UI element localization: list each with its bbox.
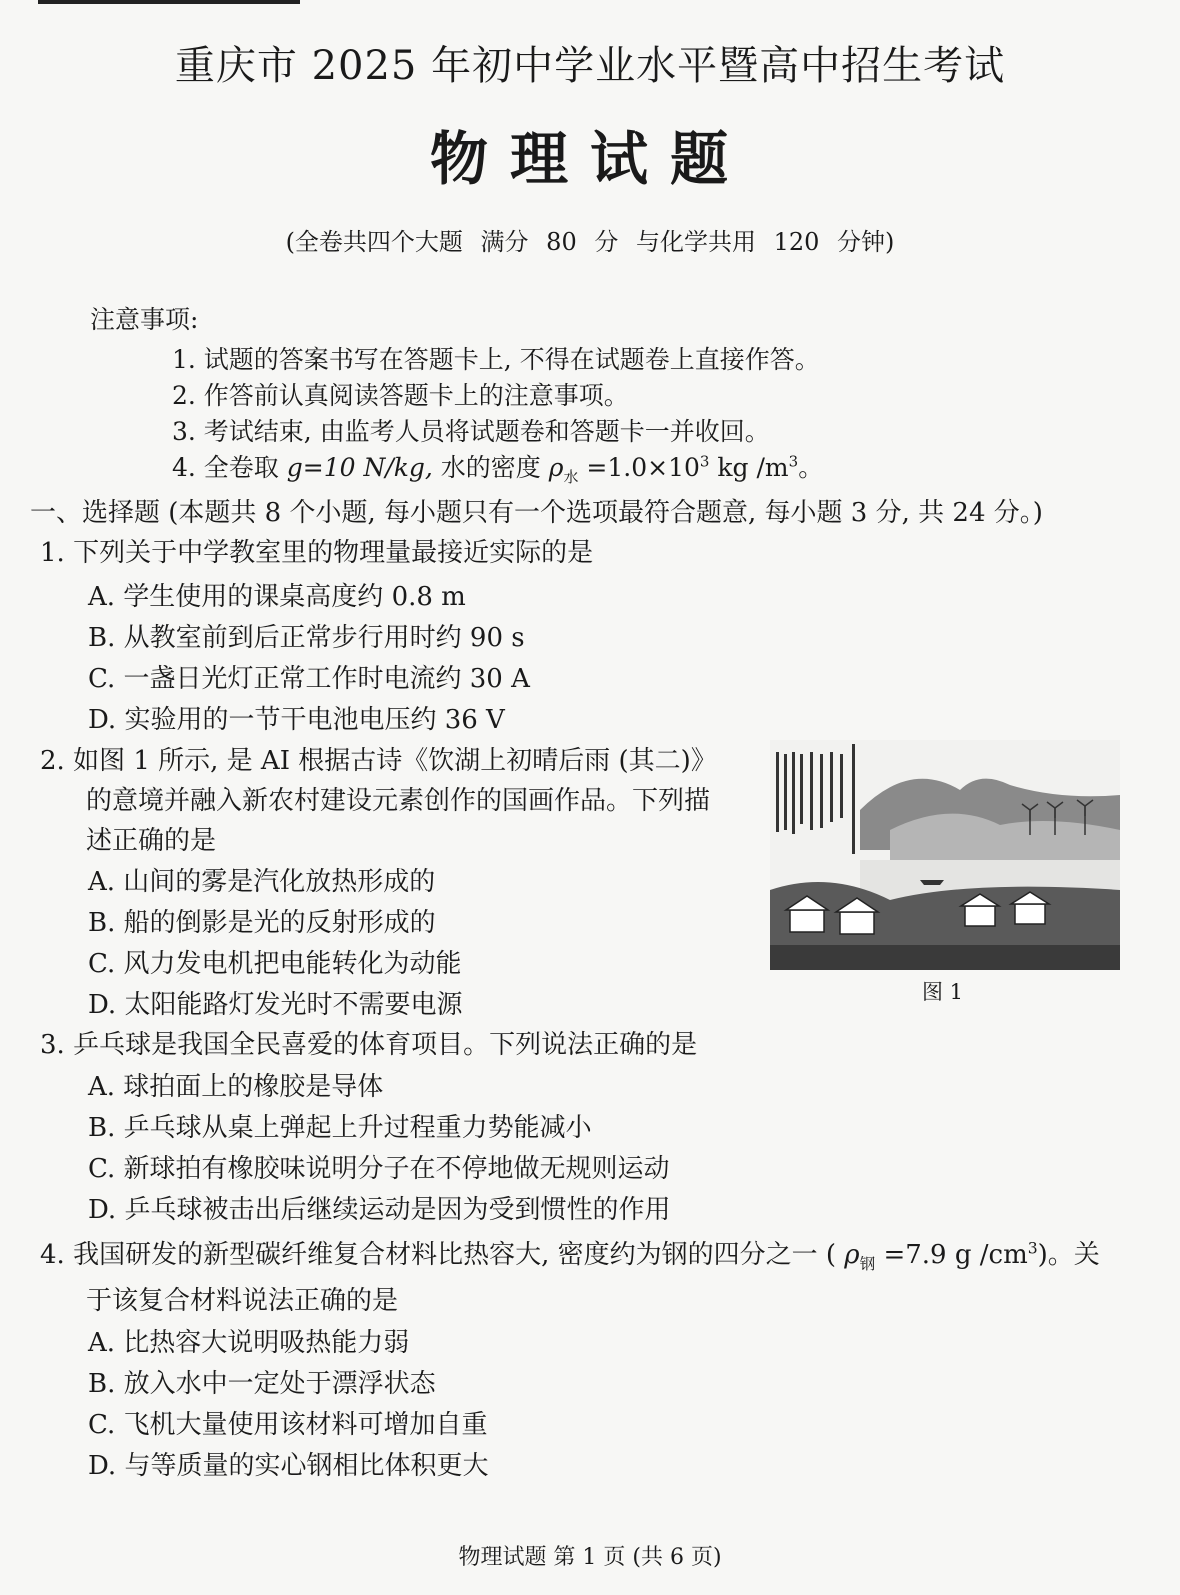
top-rule: [38, 0, 300, 4]
q2-option-b: B. 船的倒影是光的反射形成的: [88, 908, 436, 938]
question-4-stem-line2: 于该复合材料说法正确的是: [86, 1286, 399, 1316]
q3-option-d: D. 乒乓球被击出后继续运动是因为受到惯性的作用: [88, 1195, 671, 1225]
notes-title: 注意事项:: [90, 305, 199, 334]
note-item-4: 4. 全卷取 g=10 N/kg, 水的密度 $\rho_水 =1.0\times 10^3$ kg $/m^3$。: [172, 452, 824, 486]
question-1-stem: 1. 下列关于中学教室里的物理量最接近实际的是: [40, 538, 594, 568]
q2-option-d: D. 太阳能路灯发光时不需要电源: [88, 990, 463, 1020]
section-heading: 一、选择题 (本题共 8 个小题, 每小题只有一个选项最符合题意, 每小题 3 分, 共 24 分。): [30, 498, 1043, 528]
q1-option-b: B. 从教室前到后正常步行用时约 90 s: [88, 623, 525, 653]
page-footer: 物理试题 第 1 页 (共 6 页): [458, 1545, 722, 1570]
exam-meta: (全卷共四个大题 满分 80 分 与化学共用 120 分钟): [285, 228, 895, 256]
figure-caption: 图 1: [922, 980, 964, 1004]
q1-option-a: A. 学生使用的课桌高度约 0.8 m: [88, 582, 466, 612]
q1-option-c: C. 一盏日光灯正常工作时电流约 30 A: [88, 664, 530, 694]
q4-option-d: D. 与等质量的实心钢相比体积更大: [88, 1451, 489, 1481]
subject-title: 物理试题: [429, 125, 750, 193]
q2-option-c: C. 风力发电机把电能转化为动能: [88, 949, 462, 979]
landscape-painting-figure: [770, 740, 1120, 970]
question-2-stem: 2. 如图 1 所示, 是 AI 根据古诗《饮湖上初晴后雨 (其二)》: [40, 746, 717, 776]
q4-option-a: A. 比热容大说明吸热能力弱: [88, 1328, 410, 1358]
question-4-stem: 4. 我国研发的新型碳纤维复合材料比热容大, 密度约为钢的四分之一 ( $\rho_钢 =7.9$ g $/cm^3$)。关: [40, 1239, 1100, 1274]
question-3-stem: 3. 乒乓球是我国全民喜爱的体育项目。下列说法正确的是: [40, 1030, 698, 1060]
exam-title: 重庆市 2025 年初中学业水平暨高中招生考试: [174, 43, 1006, 89]
q1-option-d: D. 实验用的一节干电池电压约 36 V: [88, 705, 505, 735]
question-2-stem-line3: 述正确的是: [86, 826, 217, 856]
q4-option-b: B. 放入水中一定处于漂浮状态: [88, 1369, 436, 1399]
q3-option-b: B. 乒乓球从桌上弹起上升过程重力势能减小: [88, 1113, 592, 1143]
note-item: 1. 试题的答案书写在答题卡上, 不得在试题卷上直接作答。: [172, 345, 820, 374]
q2-option-a: A. 山间的雾是汽化放热形成的: [88, 867, 436, 897]
q3-option-a: A. 球拍面上的橡胶是导体: [88, 1072, 384, 1102]
question-2-stem-line2: 的意境并融入新农村建设元素创作的国画作品。下列描: [86, 786, 711, 816]
q3-option-c: C. 新球拍有橡胶味说明分子在不停地做无规则运动: [88, 1154, 670, 1184]
note-item: 3. 考试结束, 由监考人员将试题卷和答题卡一并收回。: [172, 417, 770, 446]
note-item: 2. 作答前认真阅读答题卡上的注意事项。: [172, 381, 629, 410]
q4-option-c: C. 飞机大量使用该材料可增加自重: [88, 1410, 488, 1440]
